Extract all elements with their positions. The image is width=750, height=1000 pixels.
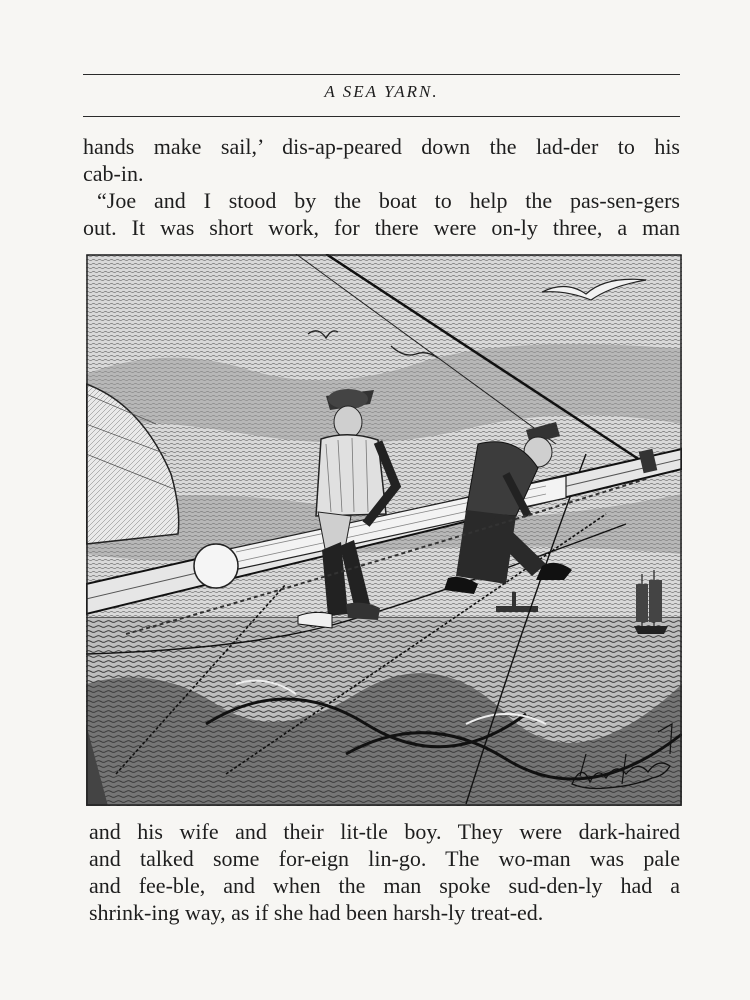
running-title: A SEA YARN.: [324, 82, 439, 101]
text-block-bottom: [89, 818, 680, 926]
header-rule-bottom: [83, 116, 680, 117]
engraving-illustration: [86, 254, 682, 806]
text-line: shrink-ing way, as if she had been harsh-ly treat-ed.: [89, 900, 544, 925]
text-line: cab-in.: [83, 161, 144, 186]
text-line: out. It was short work, for there were on-ly three, a man: [83, 215, 680, 240]
text-line: and talked some for-eign lin-go. The wo-man was pale: [89, 846, 680, 871]
text-line: and fee-ble, and when the man spoke sud-den-ly had a: [89, 873, 680, 898]
header-rule-top: [83, 74, 680, 75]
text-line: hands make sail,’ dis-ap-peared down the lad-der to his: [83, 134, 680, 159]
text-line: and his wife and their lit-tle boy. They were dark-haired: [89, 819, 680, 844]
text-block-top: [83, 133, 680, 241]
text-line: “Joe and I stood by the boat to help the pas-sen-gers: [97, 188, 680, 213]
